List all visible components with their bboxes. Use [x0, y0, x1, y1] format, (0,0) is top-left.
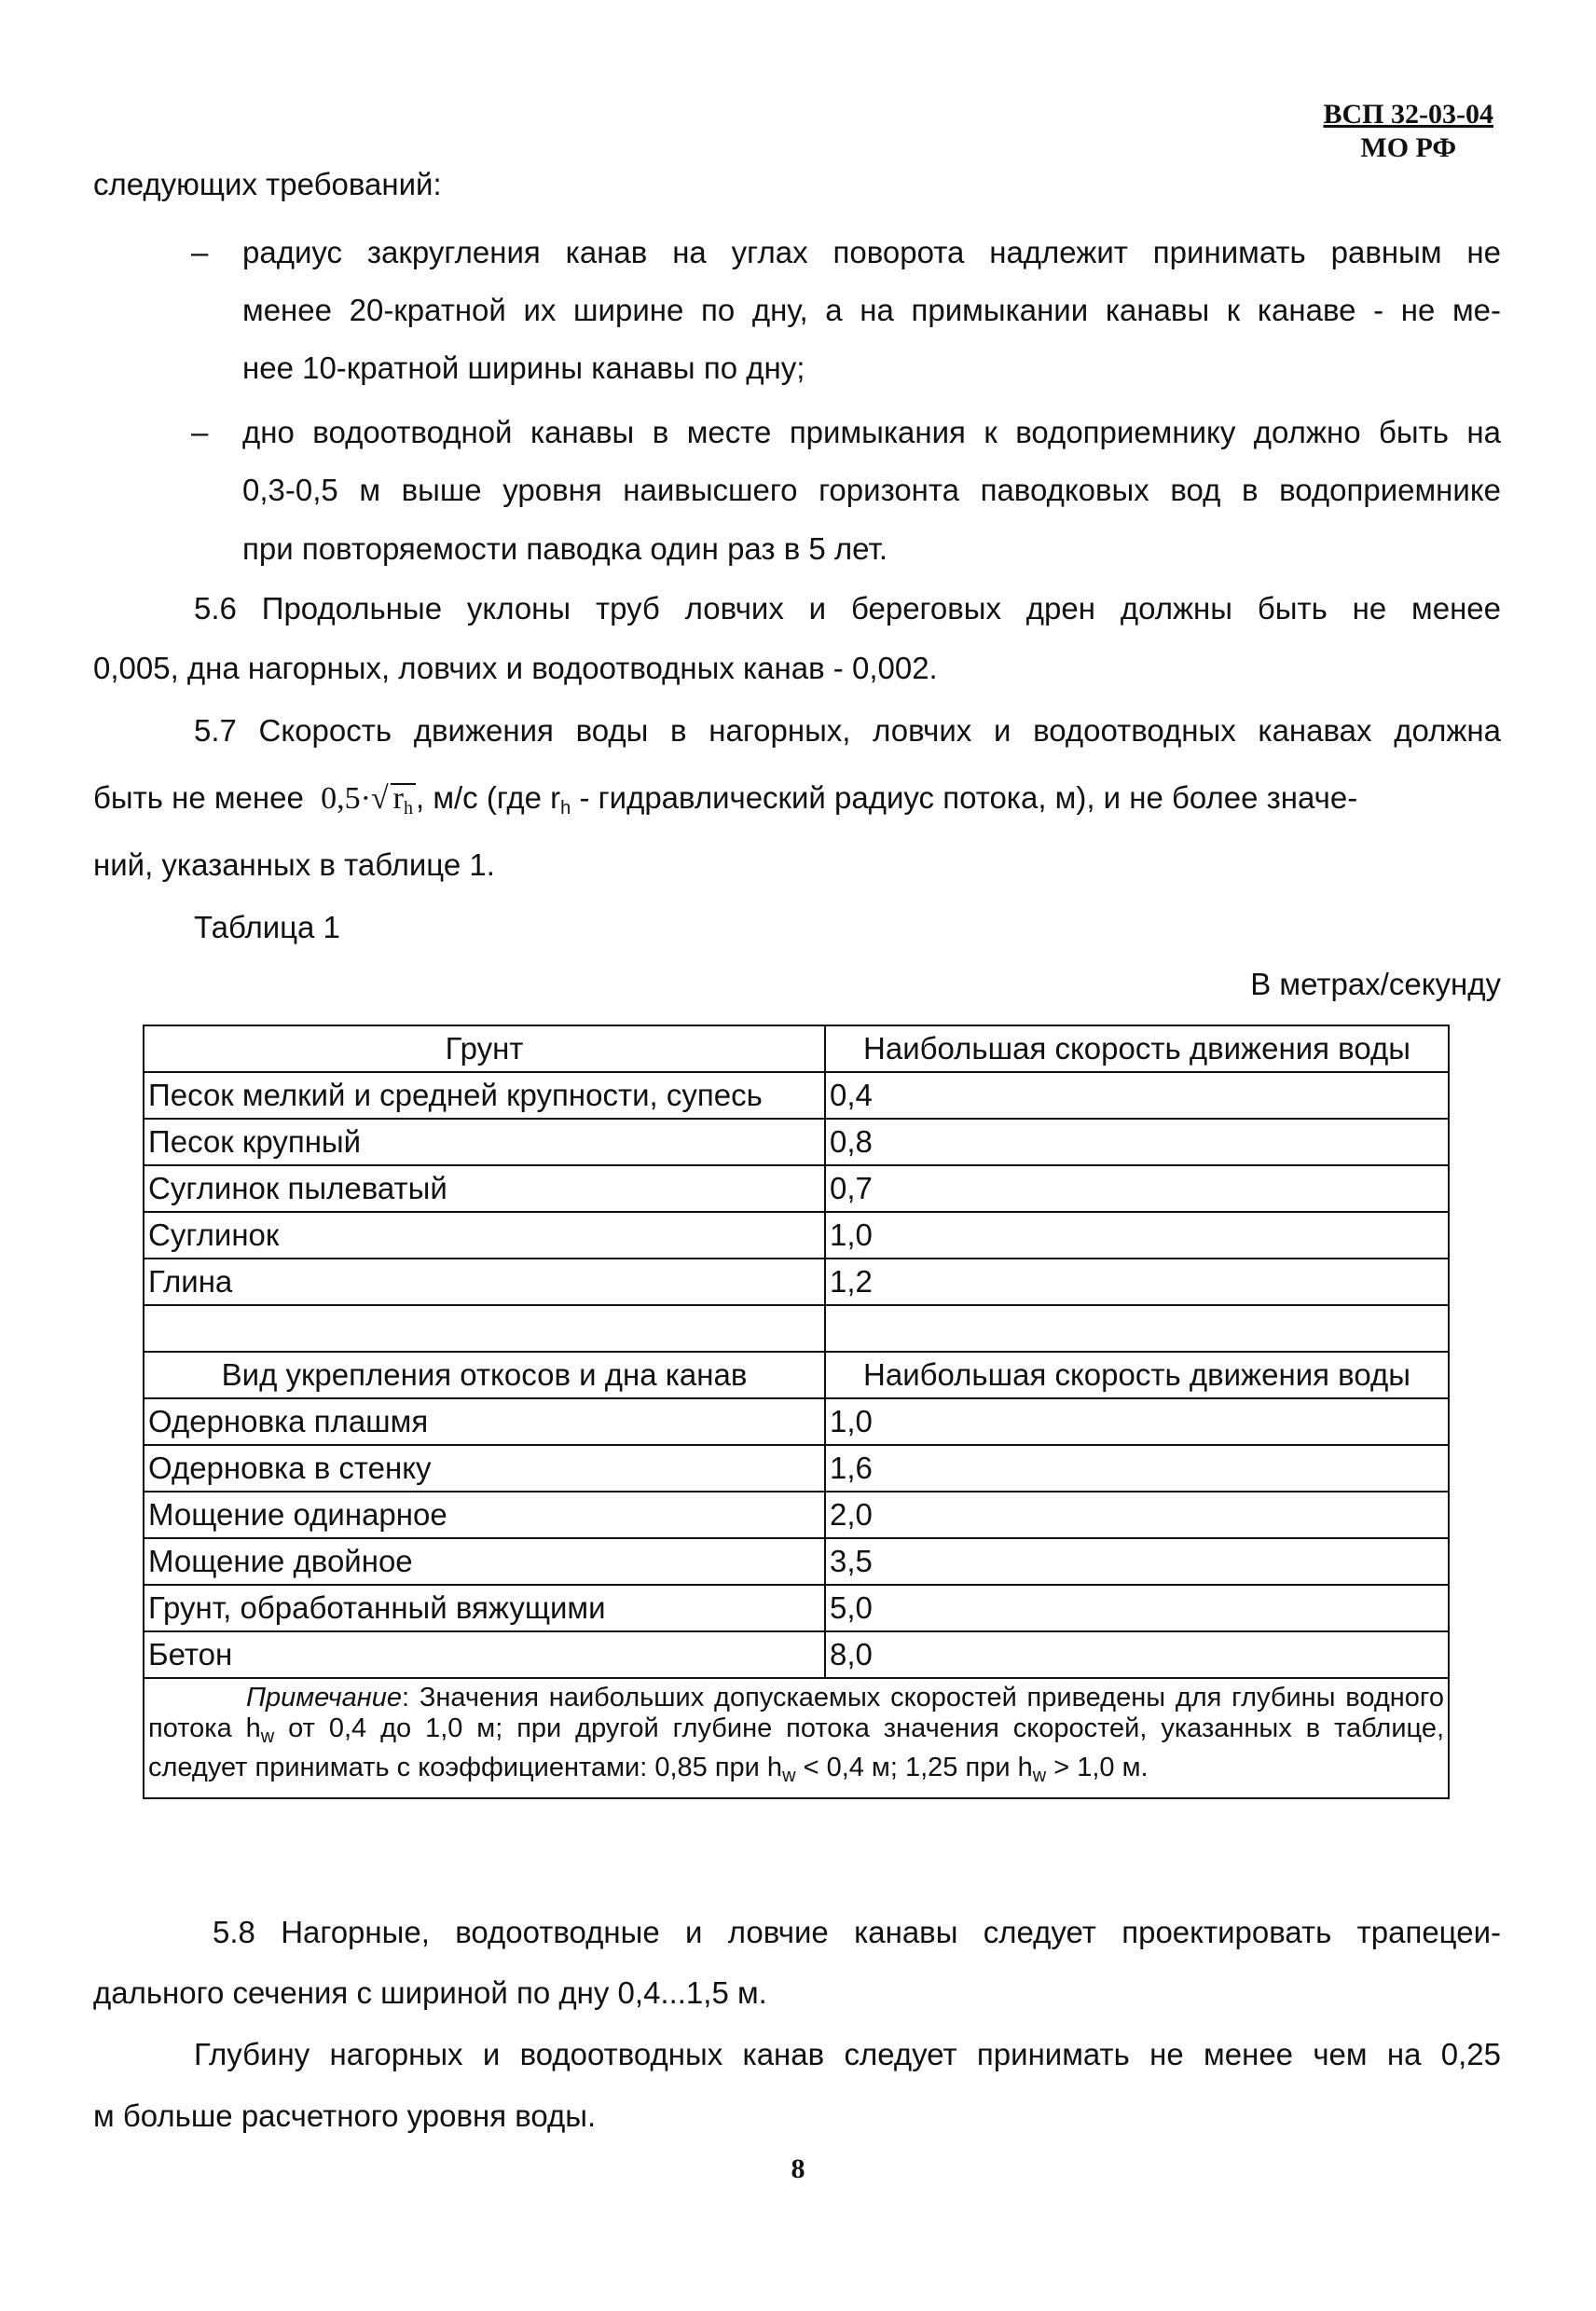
organization: МО РФ — [1360, 132, 1457, 163]
paragraph-5-7-formula-line — [93, 779, 1357, 827]
paragraph-depth-line: Глубину нагорных и водоотводных канав следует принимать не менее чем на 0,25 — [194, 2037, 1501, 2071]
soil-cell: Суглинок — [144, 1212, 825, 1259]
table-note-row — [144, 1678, 1449, 1798]
formula-coefficient: 0,5· — [321, 781, 371, 816]
table-row — [144, 1119, 1449, 1165]
note-subscript: w — [782, 1766, 796, 1786]
lining-cell: Одерновка в стенку — [144, 1445, 825, 1492]
formula-subscript: h — [403, 798, 413, 818]
table-row — [144, 1165, 1449, 1212]
note-text: < 0,4 м; 1,25 при h — [795, 1753, 1033, 1782]
formula-r: r — [392, 781, 404, 816]
column-header: Наибольшая скорость движения воды — [825, 1352, 1449, 1398]
column-header: Вид укрепления откосов и дна канав — [144, 1352, 825, 1398]
velocity-cell: 1,2 — [825, 1259, 1449, 1305]
standard-code: ВСП 32-03-04 — [1323, 99, 1493, 130]
radius-subscript: h — [560, 798, 571, 818]
bullet-line: нее 10-кратной ширины канавы по дну; — [242, 351, 805, 385]
intro-text: следующих требований: — [93, 167, 442, 201]
table-row — [144, 1072, 1449, 1119]
formula-radicand — [391, 783, 416, 822]
formula-lead-text: быть не менее — [93, 780, 304, 815]
paragraph-5-6-line: 5.6 Продольные уклоны труб ловчих и береговых дрен должны быть не менее — [194, 591, 1501, 626]
velocity-formula — [321, 781, 416, 816]
soil-cell: Суглинок пылеватый — [144, 1165, 825, 1212]
note-text: > 1,0 м. — [1046, 1753, 1149, 1782]
table-row — [144, 1398, 1449, 1445]
table-row — [144, 1585, 1449, 1631]
column-header: Наибольшая скорость движения воды — [825, 1025, 1449, 1072]
velocity-cell: 0,8 — [825, 1119, 1449, 1165]
paragraph-5-7-line: ний, указанных в таблице 1. — [93, 847, 495, 882]
table-empty-row — [144, 1305, 1449, 1352]
bullet-dash: – — [191, 235, 209, 269]
lining-cell: Мощение двойное — [144, 1538, 825, 1585]
velocity-cell: 0,7 — [825, 1165, 1449, 1212]
lining-cell: Грунт, обработанный вяжущими — [144, 1585, 825, 1631]
table-note — [144, 1678, 1449, 1798]
document-header — [1324, 98, 1494, 165]
velocity-table — [143, 1025, 1450, 1799]
paragraph-5-6-line: 0,005, дна нагорных, ловчих и водоотводных канав - 0,002. — [93, 651, 938, 685]
lining-cell: Одерновка плашмя — [144, 1398, 825, 1445]
soil-cell: Песок мелкий и средней крупности, супесь — [144, 1072, 825, 1119]
velocity-cell: 1,0 — [825, 1212, 1449, 1259]
velocity-cell: 0,4 — [825, 1072, 1449, 1119]
table-row — [144, 1492, 1449, 1538]
note-subscript: w — [260, 1726, 275, 1747]
table-header-row — [144, 1352, 1449, 1398]
velocity-cell: 8,0 — [825, 1631, 1449, 1678]
paragraph-5-8-line: дального сечения с шириной по дну 0,4...1,5 м. — [93, 1975, 767, 2010]
velocity-cell: 5,0 — [825, 1585, 1449, 1631]
formula-tail-text: - гидравлический радиус потока, м), и не более значе- — [571, 780, 1358, 815]
table-row — [144, 1538, 1449, 1585]
formula-unit-text: , м/с (где r — [415, 780, 561, 815]
bullet-line: при повторяемости паводка один раз в 5 лет. — [242, 531, 888, 566]
page-number: 8 — [791, 2153, 805, 2184]
column-header: Грунт — [144, 1025, 825, 1072]
note-text: : Значения наибольших допускаемых скоростей приведены для глубины водного потока h — [148, 1683, 1444, 1743]
lining-cell: Мощение одинарное — [144, 1492, 825, 1538]
note-subscript: w — [1032, 1766, 1047, 1786]
empty-cell — [144, 1305, 825, 1352]
note-text: от 0,4 до 1,0 м; при другой глубине потока значения скоростей, указанных в таблице, следует принимать с коэффициентами: 0,85 при h — [148, 1713, 1445, 1782]
bullet-dash: – — [191, 415, 209, 449]
paragraph-5-7-line: 5.7 Скорость движения воды в нагорных, ловчих и водоотводных канавах должна — [194, 713, 1501, 748]
table-row — [144, 1445, 1449, 1492]
table-row — [144, 1631, 1449, 1678]
sqrt-icon: √ — [370, 781, 389, 816]
bullet-line: менее 20-кратной их ширине по дну, а на примыкании канавы к канаве - не ме- — [242, 293, 1501, 327]
bullet-line: радиус закругления канав на углах поворота надлежит принимать равным не — [242, 235, 1501, 269]
table-row — [144, 1259, 1449, 1305]
bullet-line: дно водоотводной канавы в месте примыкания к водоприемнику должно быть на — [242, 415, 1501, 449]
bullet-line: 0,3-0,5 м выше уровня наивысшего горизонта паводковых вод в водоприемнике — [242, 473, 1501, 507]
lining-cell: Бетон — [144, 1631, 825, 1678]
soil-cell: Глина — [144, 1259, 825, 1305]
paragraph-depth-line: м больше расчетного уровня воды. — [93, 2098, 597, 2133]
table-caption: Таблица 1 — [194, 910, 340, 944]
note-label: Примечание — [246, 1683, 403, 1713]
empty-cell — [825, 1305, 1449, 1352]
table-units: В метрах/секунду — [1250, 967, 1501, 1001]
velocity-cell: 1,0 — [825, 1398, 1449, 1445]
table-row — [144, 1212, 1449, 1259]
paragraph-5-8-line: 5.8 Нагорные, водоотводные и ловчие канавы следует проектировать трапецеи- — [213, 1915, 1501, 1949]
soil-cell: Песок крупный — [144, 1119, 825, 1165]
velocity-cell: 1,6 — [825, 1445, 1449, 1492]
table-header-row — [144, 1025, 1449, 1072]
velocity-cell: 3,5 — [825, 1538, 1449, 1585]
velocity-cell: 2,0 — [825, 1492, 1449, 1538]
